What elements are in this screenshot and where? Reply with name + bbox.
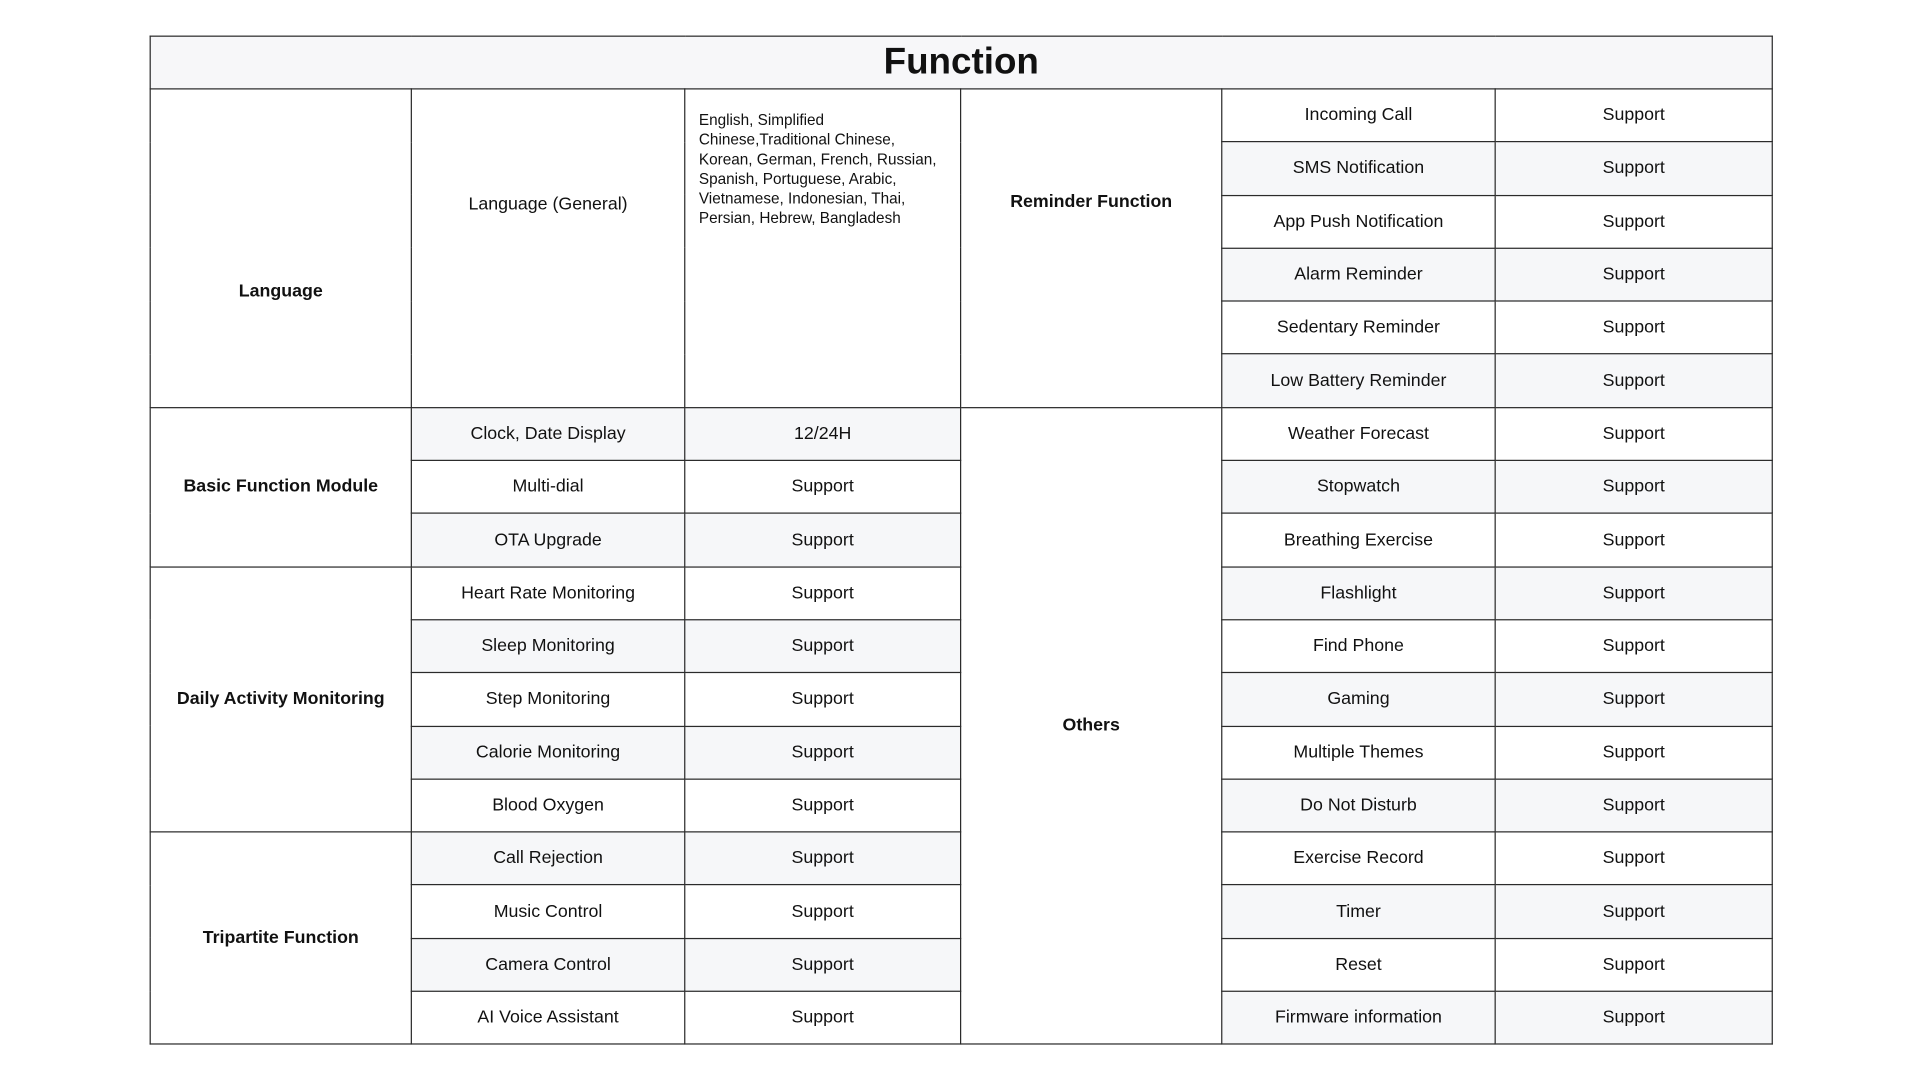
daily-item: Heart Rate Monitoring xyxy=(411,567,684,620)
others-value: Support xyxy=(1495,567,1772,620)
tripartite-item: Call Rejection xyxy=(411,832,684,885)
others-item: Exercise Record xyxy=(1222,832,1495,885)
reminder-item: Low Battery Reminder xyxy=(1222,354,1495,407)
reminder-item: Incoming Call xyxy=(1222,89,1495,142)
language-item-label: Language (General) xyxy=(468,195,628,216)
language-list-text: English, Simplified Chinese,Traditional Chinese, Korean, German, French, Russian, Spanish, Portuguese, Arabic, Vietnamese, Indonesian, Thai, Persian, Hebrew, Bangladesh xyxy=(698,112,937,228)
basic-value: 12/24H xyxy=(685,407,961,460)
basic-item: Multi-dial xyxy=(411,460,684,513)
category-others: Others xyxy=(961,407,1222,1044)
others-item: Breathing Exercise xyxy=(1222,514,1495,567)
tripartite-value: Support xyxy=(685,885,961,938)
tripartite-value: Support xyxy=(685,991,961,1044)
language-item xyxy=(411,89,684,408)
others-value: Support xyxy=(1495,514,1772,567)
tripartite-item: AI Voice Assistant xyxy=(411,991,684,1044)
others-item: Timer xyxy=(1222,885,1495,938)
daily-value: Support xyxy=(685,779,961,832)
reminder-item: Alarm Reminder xyxy=(1222,248,1495,301)
category-reminder-label: Reminder Function xyxy=(1010,192,1173,213)
tripartite-value: Support xyxy=(685,938,961,991)
others-item: Multiple Themes xyxy=(1222,726,1495,779)
tripartite-value: Support xyxy=(685,832,961,885)
others-item: Stopwatch xyxy=(1222,460,1495,513)
category-language xyxy=(150,89,411,408)
tripartite-item: Camera Control xyxy=(411,938,684,991)
others-value: Support xyxy=(1495,407,1772,460)
basic-item: OTA Upgrade xyxy=(411,514,684,567)
daily-item: Sleep Monitoring xyxy=(411,620,684,673)
daily-item: Blood Oxygen xyxy=(411,779,684,832)
language-list xyxy=(685,89,961,408)
function-table xyxy=(150,36,1773,1045)
reminder-value: Support xyxy=(1495,89,1772,142)
tripartite-item: Music Control xyxy=(411,885,684,938)
others-item: Flashlight xyxy=(1222,567,1495,620)
others-value: Support xyxy=(1495,779,1772,832)
basic-value: Support xyxy=(685,460,961,513)
others-value: Support xyxy=(1495,938,1772,991)
daily-value: Support xyxy=(685,620,961,673)
category-tripartite: Tripartite Function xyxy=(150,832,411,1044)
others-item: Gaming xyxy=(1222,673,1495,726)
reminder-value: Support xyxy=(1495,195,1772,248)
others-value: Support xyxy=(1495,460,1772,513)
others-value: Support xyxy=(1495,885,1772,938)
others-item: Weather Forecast xyxy=(1222,407,1495,460)
reminder-value: Support xyxy=(1495,248,1772,301)
category-daily: Daily Activity Monitoring xyxy=(150,567,411,832)
others-item: Find Phone xyxy=(1222,620,1495,673)
others-value: Support xyxy=(1495,673,1772,726)
daily-value: Support xyxy=(685,567,961,620)
others-value: Support xyxy=(1495,620,1772,673)
others-item: Firmware information xyxy=(1222,991,1495,1044)
category-reminder xyxy=(961,89,1222,408)
daily-value: Support xyxy=(685,673,961,726)
others-item: Reset xyxy=(1222,938,1495,991)
category-language-label: Language xyxy=(238,282,323,303)
reminder-value: Support xyxy=(1495,142,1772,195)
reminder-value: Support xyxy=(1495,354,1772,407)
reminder-item: SMS Notification xyxy=(1222,142,1495,195)
others-value: Support xyxy=(1495,832,1772,885)
reminder-item: Sedentary Reminder xyxy=(1222,301,1495,354)
table-title: Function xyxy=(150,36,1772,89)
others-item: Do Not Disturb xyxy=(1222,779,1495,832)
daily-item: Step Monitoring xyxy=(411,673,684,726)
basic-value: Support xyxy=(685,514,961,567)
daily-value: Support xyxy=(685,726,961,779)
daily-item: Calorie Monitoring xyxy=(411,726,684,779)
category-basic: Basic Function Module xyxy=(150,407,411,566)
basic-item: Clock, Date Display xyxy=(411,407,684,460)
others-value: Support xyxy=(1495,726,1772,779)
reminder-value: Support xyxy=(1495,301,1772,354)
others-value: Support xyxy=(1495,991,1772,1044)
reminder-item: App Push Notification xyxy=(1222,195,1495,248)
